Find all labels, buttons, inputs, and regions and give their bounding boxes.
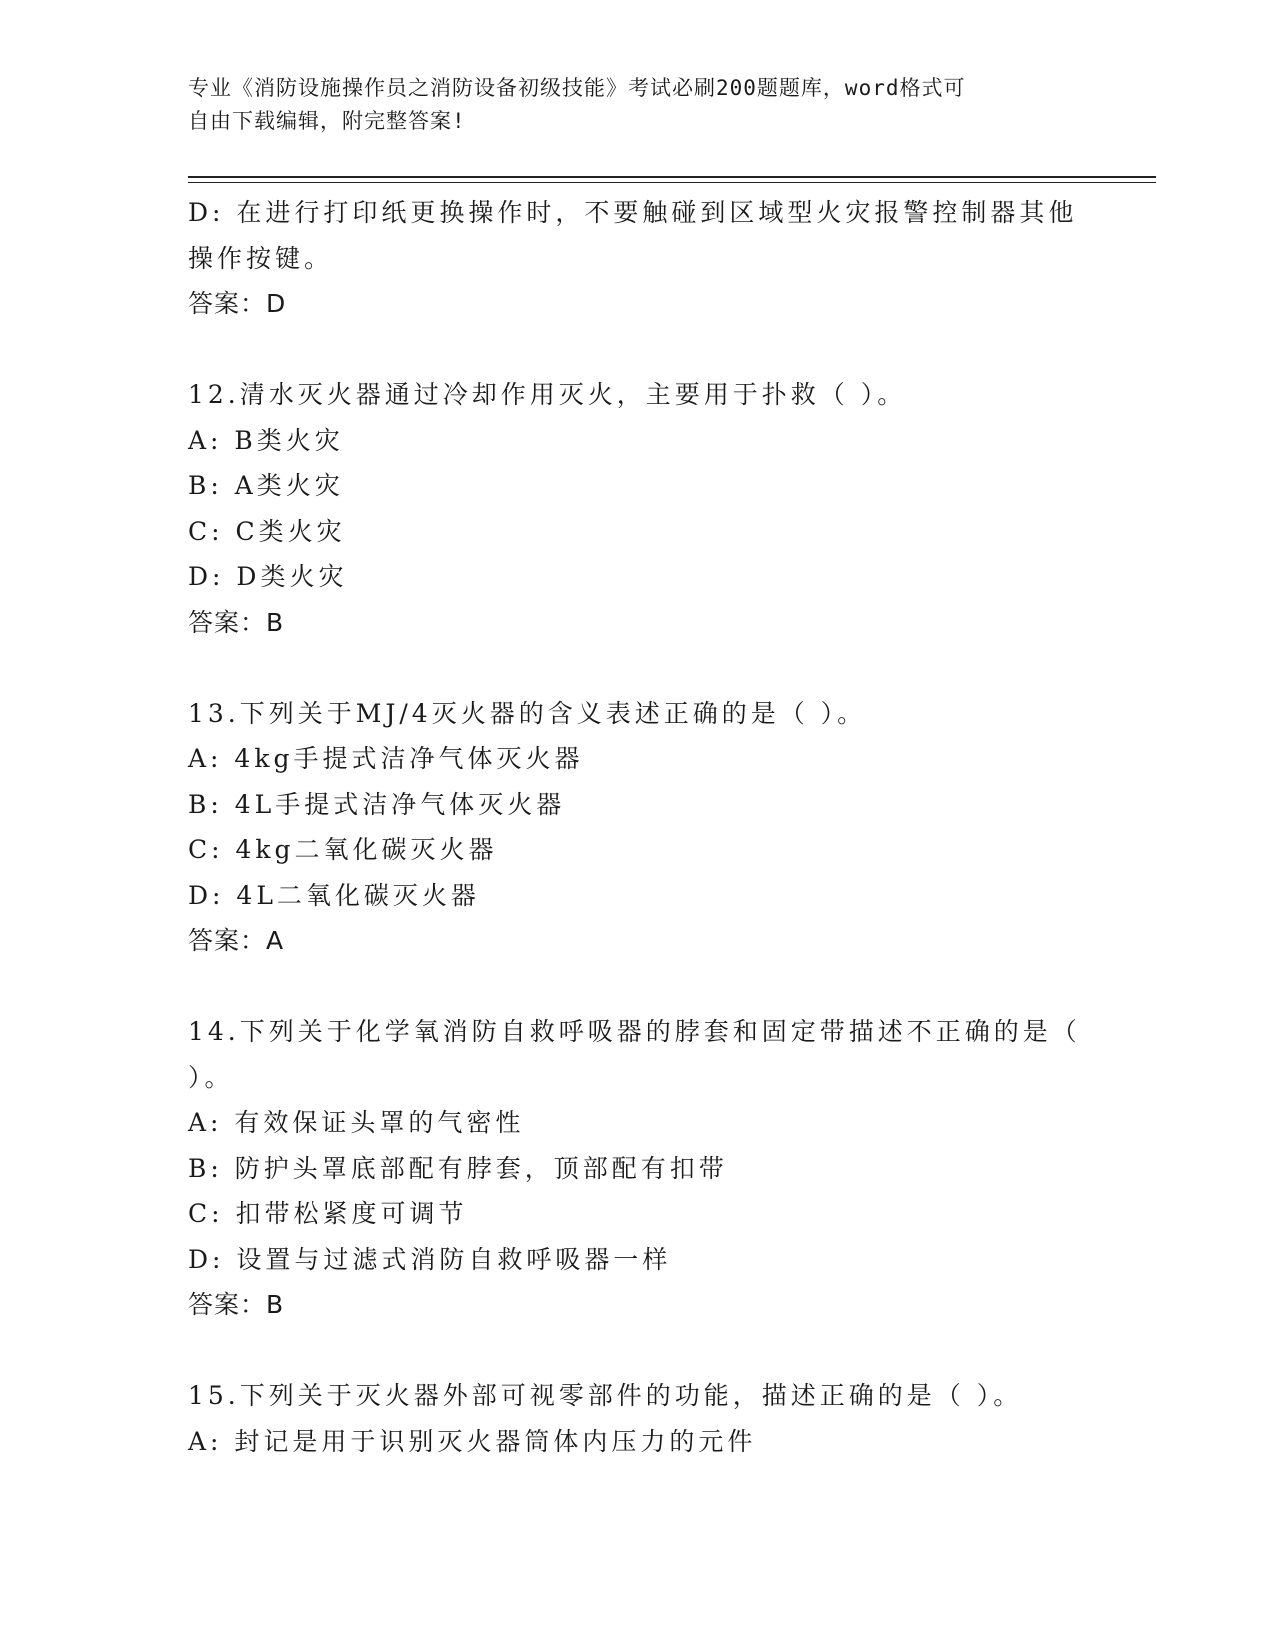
question-13 — [188, 691, 1088, 964]
option-a: A: B类火灾 — [188, 425, 344, 455]
header-divider-thick — [188, 176, 1156, 178]
question-12 — [188, 372, 1088, 645]
option-a: A: 4kg手提式洁净气体灭火器 — [188, 744, 584, 773]
option-c: C: 扣带松紧度可调节 — [188, 1199, 468, 1228]
option-d: D: 4L二氧化碳灭火器 — [188, 880, 480, 910]
option-a: A: 封记是用于识别灭火器筒体内压力的元件 — [188, 1426, 757, 1456]
option-d-continued: 操作按键。 — [188, 243, 334, 273]
question-stem: 14.下列关于化学氧消防自救呼吸器的脖套和固定带描述不正确的是（ — [188, 1017, 1081, 1046]
answer-line: 答案：B — [188, 1290, 285, 1319]
question-15 — [188, 1373, 1088, 1464]
question-11-continued — [188, 190, 1088, 327]
option-b: B: 4L手提式洁净气体灭火器 — [188, 789, 566, 819]
question-stem: 12.清水灭火器通过冷却作用灭火，主要用于扑救（ ）。 — [188, 380, 907, 409]
option-a: A: 有效保证头罩的气密性 — [188, 1108, 525, 1137]
answer-line: 答案：B — [188, 607, 285, 637]
question-stem: 15.下列关于灭火器外部可视零部件的功能，描述正确的是（ ）。 — [188, 1381, 1023, 1410]
option-c: C: C类火灾 — [188, 516, 346, 546]
option-d: D: D类火灾 — [188, 562, 348, 591]
question-stem: 13.下列关于MJ/4灭火器的含义表述正确的是（ ）。 — [188, 698, 867, 728]
question-14 — [188, 1009, 1088, 1328]
answer-line: 答案：A — [188, 926, 285, 955]
question-stem-continued: ）。 — [188, 1062, 234, 1092]
header-divider-thin — [188, 182, 1156, 183]
answer-line: 答案：D — [188, 289, 287, 318]
document-header — [188, 72, 1068, 138]
option-b: B: A类火灾 — [188, 471, 344, 500]
header-title-line-1: 专业《消防设施操作员之消防设备初级技能》考试必刷200题题库，word格式可 — [188, 76, 966, 100]
option-d: D: 在进行打印纸更换操作时，不要触碰到区域型火灾报警控制器其他 — [188, 198, 1078, 227]
option-c: C: 4kg二氧化碳灭火器 — [188, 835, 498, 864]
option-b: B: 防护头罩底部配有脖套，顶部配有扣带 — [188, 1153, 728, 1183]
header-title-line-2: 自由下载编辑，附完整答案! — [188, 109, 466, 133]
question-content — [188, 190, 1088, 1464]
option-d: D: 设置与过滤式消防自救呼吸器一样 — [188, 1244, 672, 1274]
